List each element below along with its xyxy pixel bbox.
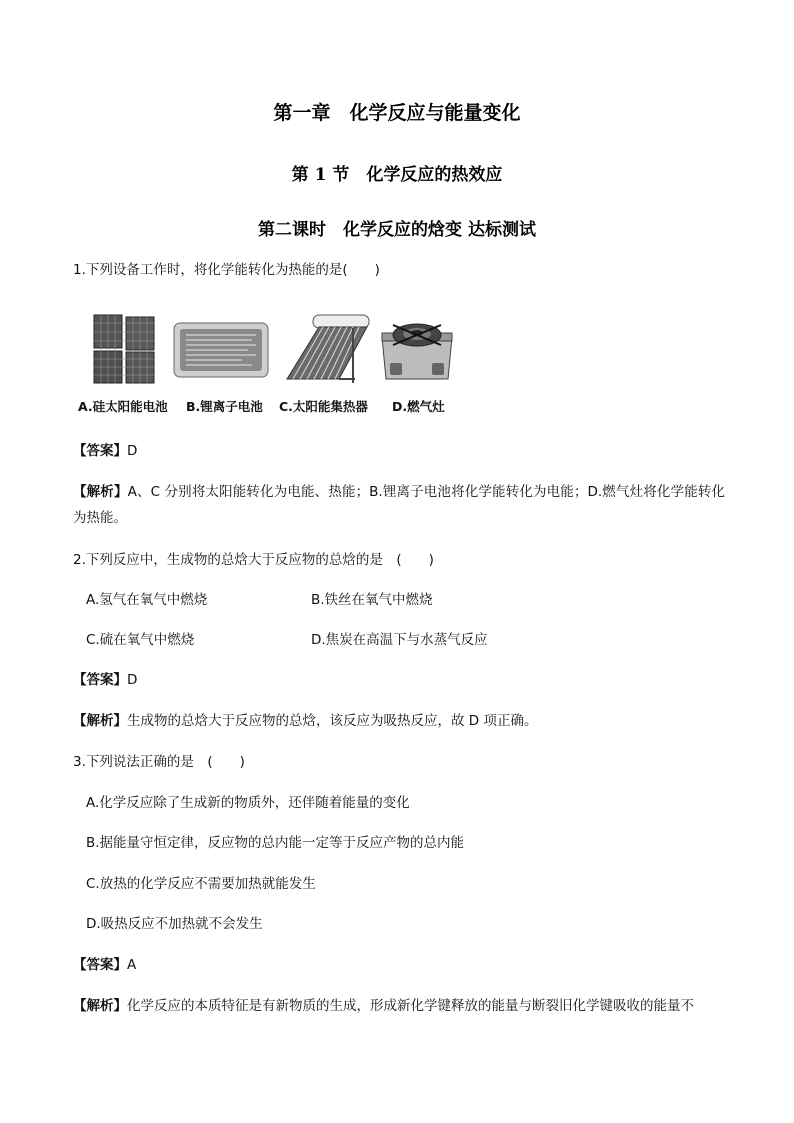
q1-analysis xyxy=(73,479,725,531)
q1-caption-c: C.太阳能集热器 xyxy=(279,399,368,414)
q2-stem: 2.下列反应中，生成物的总焓大于反应物的总焓的是 ( ) xyxy=(73,552,434,568)
lithium-battery-image xyxy=(172,313,270,385)
analysis-text: 化学反应的本质特征是有新物质的生成，形成新化学键释放的能量与断裂旧化学键吸收的能量不 xyxy=(127,998,694,1014)
q2-option-a: A.氢气在氧气中燃烧 xyxy=(86,592,208,608)
analysis-tag: 【解析】 xyxy=(73,713,127,729)
q3-option-d: D.吸热反应不加热就不会发生 xyxy=(86,916,263,932)
solar-panel-image xyxy=(92,313,156,385)
analysis-tag: 【解析】 xyxy=(73,998,127,1014)
q2-analysis xyxy=(73,711,537,731)
answer-tag: 【答案】 xyxy=(73,957,127,973)
lesson-title: 第二课时 化学反应的焓变 达标测试 xyxy=(258,220,536,240)
q3-analysis xyxy=(73,996,694,1016)
q3-stem: 3.下列说法正确的是 ( ) xyxy=(73,754,245,770)
q3-option-b: B.据能量守恒定律，反应物的总内能一定等于反应产物的总内能 xyxy=(86,835,465,851)
q3-answer xyxy=(73,955,136,975)
answer-value: D xyxy=(127,672,138,688)
chapter-title: 第一章 化学反应与能量变化 xyxy=(273,102,521,124)
q2-option-d: D.焦炭在高温下与水蒸气反应 xyxy=(311,632,488,648)
analysis-tag: 【解析】 xyxy=(73,484,128,500)
q3-option-a: A.化学反应除了生成新的物质外，还伴随着能量的变化 xyxy=(86,795,410,811)
q1-caption-b: B.锂离子电池 xyxy=(186,399,263,414)
q1-caption-d: D.燃气灶 xyxy=(392,399,445,414)
solar-water-heater-image xyxy=(283,313,371,385)
q2-option-c: C.硫在氧气中燃烧 xyxy=(86,632,195,648)
answer-value: A xyxy=(127,957,137,973)
answer-value: D xyxy=(127,443,138,459)
analysis-text: 生成物的总焓大于反应物的总焓，该反应为吸热反应，故 D 项正确。 xyxy=(127,713,538,729)
answer-tag: 【答案】 xyxy=(73,672,127,688)
gas-stove-image xyxy=(378,313,456,385)
answer-tag: 【答案】 xyxy=(73,443,127,459)
q2-option-b: B.铁丝在氧气中燃烧 xyxy=(311,592,433,608)
q1-stem: 1.下列设备工作时，将化学能转化为热能的是( ) xyxy=(73,262,380,278)
q3-option-c: C.放热的化学反应不需要加热就能发生 xyxy=(86,876,316,892)
section-title: 第 1 节 化学反应的热效应 xyxy=(291,165,503,185)
q2-answer xyxy=(73,670,137,690)
analysis-text: A、C 分别将太阳能转化为电能、热能；B.锂离子电池将化学能转化为电能；D.燃气灶将化学能转化为热能。 xyxy=(73,484,725,526)
q1-answer xyxy=(73,441,137,461)
q1-caption-a: A.硅太阳能电池 xyxy=(78,399,168,414)
